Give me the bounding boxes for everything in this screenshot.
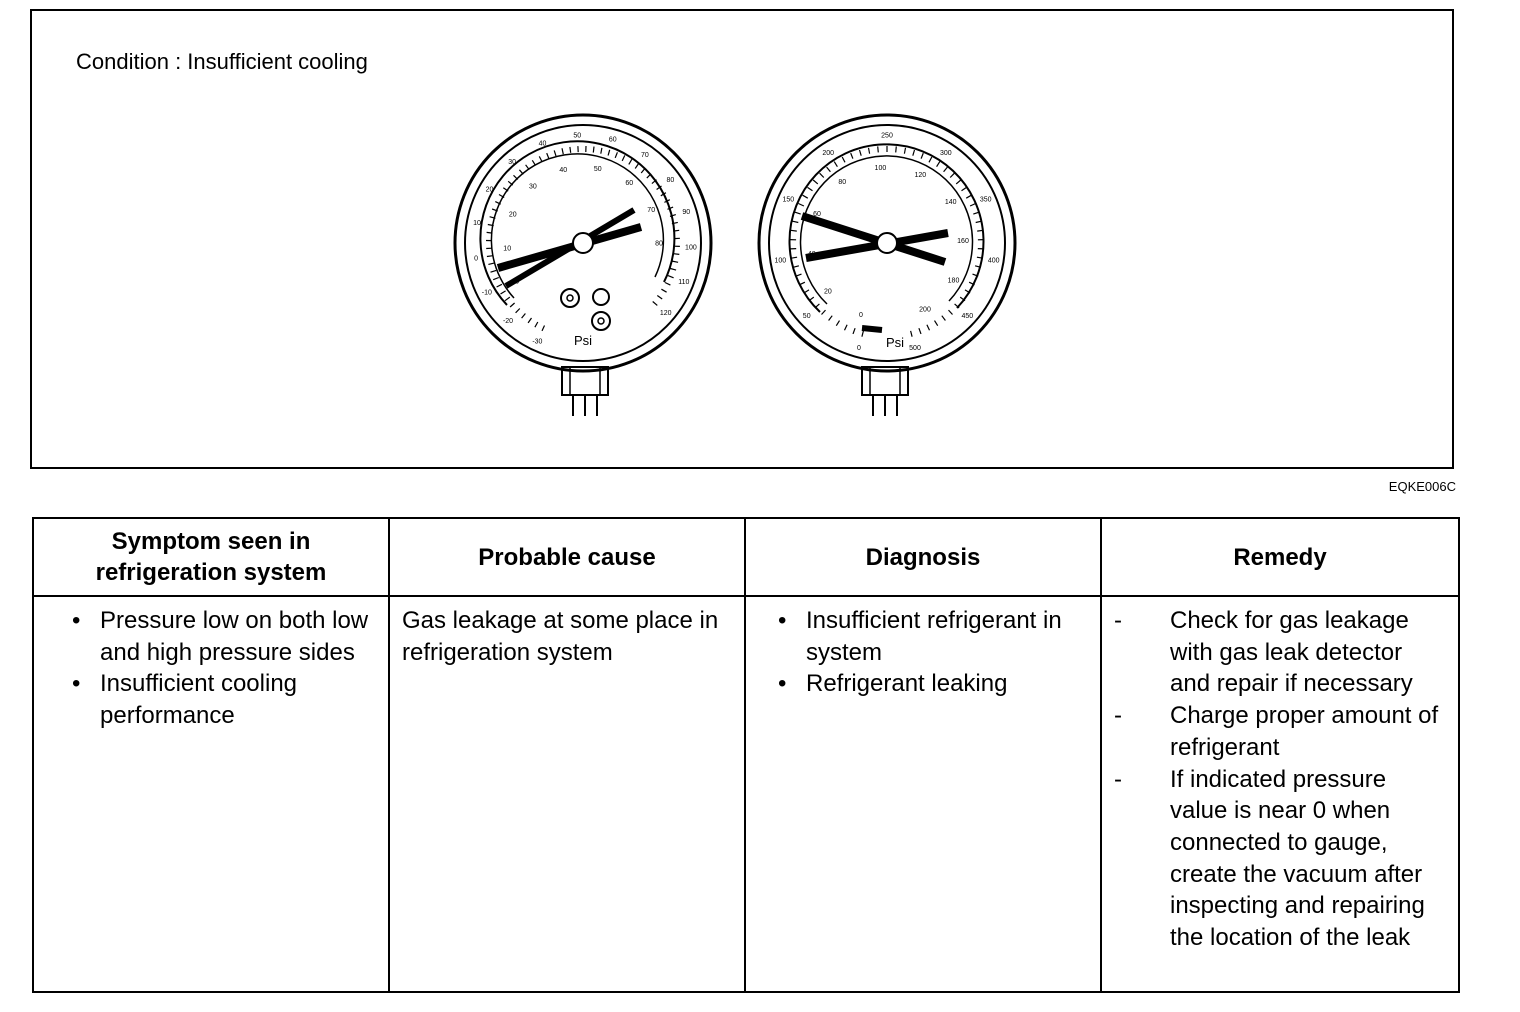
scale-tick (547, 153, 549, 159)
high-outer-scale-label: 500 (909, 344, 921, 352)
symptom-item: • Insufficient cooling performance (46, 668, 376, 731)
low-outer-scale-label: 70 (641, 152, 649, 159)
low-inner-scale-label: 70 (647, 206, 656, 214)
low-outer-scale-label: -20 (502, 318, 514, 326)
low-inner-scale-label: 10 (503, 245, 512, 253)
high-inner-scale-label: 20 (824, 288, 832, 296)
scale-tick (653, 302, 658, 306)
scale-tick (822, 310, 826, 314)
scale-tick (853, 328, 855, 334)
scale-tick (673, 254, 679, 255)
header-cause: Probable cause (389, 518, 745, 596)
scale-tick (911, 331, 913, 337)
high-outer-scale-label: 200 (822, 149, 835, 157)
scale-tick (615, 152, 617, 158)
low-outer-scale-label: 10 (473, 219, 481, 227)
scale-tick (798, 204, 804, 207)
scale-tick (672, 261, 678, 262)
high-inner-scale-label: 200 (919, 306, 931, 314)
scale-tick (808, 187, 813, 190)
scale-tick (493, 278, 499, 280)
high-inner-scale-label: 40 (807, 251, 816, 259)
high-outer-scale-label: 150 (782, 196, 795, 204)
scale-tick (528, 318, 531, 323)
scale-tick (804, 290, 809, 293)
scale-tick (535, 322, 538, 327)
scale-tick (532, 160, 535, 165)
high-inner-scale-label: 160 (957, 237, 969, 245)
high-outer-scale-label: 350 (979, 196, 992, 204)
scale-tick (488, 263, 494, 264)
low-gauge-unit: Psi (573, 333, 593, 348)
high-outer-scale-label: 100 (774, 257, 787, 265)
scale-tick (796, 274, 802, 276)
scale-tick (791, 230, 797, 231)
condition-label: Condition : Insufficient cooling (76, 49, 368, 74)
scale-tick (510, 303, 514, 307)
low-inner-scale-label: 20 (508, 211, 517, 219)
scale-tick (862, 331, 864, 337)
scale-tick (647, 174, 651, 178)
scale-tick (878, 146, 879, 152)
low-outer-scale-label: 50 (573, 132, 582, 140)
scale-tick (962, 187, 967, 190)
scale-tick (815, 304, 820, 308)
low-outer-scale-label: 30 (508, 159, 516, 166)
scale-tick (793, 221, 799, 222)
scale-tick (629, 159, 632, 164)
scale-tick (622, 155, 625, 161)
remedy-item: - Check for gas leakage with gas leak detector and repair if necessary (1114, 605, 1446, 700)
scale-tick (803, 195, 808, 198)
scale-tick (641, 168, 645, 173)
scale-tick (836, 321, 839, 326)
scale-tick (539, 156, 542, 161)
figure-code: EQKE006C (1388, 479, 1456, 494)
low-outer-scale-label: 60 (608, 136, 617, 144)
high-inner-scale-label: 0 (859, 311, 863, 319)
scale-tick (904, 148, 905, 154)
scale-tick (791, 257, 797, 258)
scale-tick (593, 147, 594, 153)
low-inner-scale-label: 0 (515, 278, 520, 286)
scale-tick (497, 284, 502, 287)
low-outer-scale-label: 80 (666, 177, 675, 184)
low-inner-scale-label: 30 (529, 183, 537, 191)
scale-tick (542, 326, 545, 331)
scale-tick (927, 325, 930, 330)
high-outer-scale-label: 250 (881, 132, 893, 140)
scale-tick (949, 310, 953, 314)
high-inner-scale-label: 120 (914, 172, 927, 180)
scale-tick (657, 296, 662, 300)
header-diagnosis: Diagnosis (745, 518, 1101, 596)
high-inner-scale-label: 80 (838, 179, 847, 186)
scale-tick (827, 167, 831, 172)
remedy-cell (1101, 596, 1459, 992)
scale-tick (860, 150, 862, 156)
scale-tick (869, 148, 870, 154)
scale-tick (608, 150, 610, 156)
remedy-item: - If indicated pressure value is near 0 when connected to gauge, create the vacuum after inspecting and repairing the location of the leak (1114, 764, 1446, 954)
scale-tick (487, 232, 493, 233)
scale-tick (601, 148, 602, 154)
scale-tick (935, 321, 938, 326)
high-outer-scale-label: 450 (961, 312, 974, 320)
scale-tick (522, 314, 526, 319)
scale-tick (795, 212, 801, 214)
scale-tick (501, 291, 506, 294)
diagnosis-cell (745, 596, 1101, 992)
scale-tick (973, 212, 979, 214)
low-inner-scale-label: 50 (593, 166, 602, 173)
scale-tick (944, 167, 948, 172)
high-gauge-unit: Psi (885, 335, 905, 350)
scale-tick (562, 148, 563, 154)
low-outer-scale-label: 20 (485, 186, 494, 194)
high-inner-scale-label: 140 (944, 199, 957, 207)
scale-tick (851, 153, 853, 159)
scale-tick (970, 204, 976, 207)
low-inner-scale-label: 40 (559, 167, 568, 175)
scale-tick (570, 147, 571, 153)
remedy-item: - Charge proper amount of refrigerant (1114, 700, 1446, 763)
scale-tick (635, 164, 638, 169)
high-outer-scale-label: 50 (802, 312, 811, 320)
high-outer-scale-label: 0 (857, 344, 861, 352)
low-outer-scale-label: 40 (538, 140, 547, 148)
scale-tick (834, 162, 837, 167)
scale-tick (829, 316, 833, 321)
low-outer-scale-label: 110 (678, 279, 690, 287)
low-outer-scale-label: 100 (685, 244, 697, 252)
scale-tick (487, 256, 493, 257)
low-outer-scale-label: 90 (682, 208, 691, 216)
low-outer-scale-label: -30 (532, 338, 543, 346)
high-outer-scale-label: 400 (987, 257, 1000, 265)
scale-tick (919, 328, 921, 334)
scale-tick (929, 157, 932, 162)
low-pressure-gauge (455, 115, 711, 416)
scale-tick (670, 269, 676, 271)
scale-tick (516, 309, 520, 313)
scale-tick (937, 162, 940, 167)
low-outer-scale-label: -10 (481, 289, 492, 297)
high-inner-scale-label: 180 (947, 277, 960, 285)
scale-tick (950, 173, 954, 177)
table-row (33, 596, 1459, 992)
scale-tick (977, 230, 983, 231)
scale-tick (842, 157, 845, 162)
scale-tick (809, 297, 814, 301)
scale-tick (966, 195, 971, 198)
scale-tick (820, 173, 824, 177)
table-header-row (33, 518, 1459, 596)
scale-tick (813, 180, 818, 184)
symptom-cell (33, 596, 389, 992)
header-symptom: Symptom seen in refrigeration system (33, 518, 389, 596)
scale-tick (491, 270, 497, 272)
scale-tick (668, 276, 674, 278)
scale-tick (913, 150, 915, 156)
header-remedy: Remedy (1101, 518, 1459, 596)
scale-tick (554, 150, 556, 156)
scale-tick (673, 230, 679, 231)
symptom-item: • Pressure low on both low and high pressure sides (46, 605, 376, 668)
scale-tick (956, 180, 961, 184)
high-inner-scale-label: 100 (874, 164, 887, 172)
scale-tick (514, 175, 518, 179)
scale-tick (921, 153, 923, 159)
scale-tick (845, 325, 848, 330)
low-inner-scale-label: 60 (625, 180, 634, 188)
scale-tick (896, 146, 897, 152)
high-outer-scale-label: 300 (939, 149, 952, 157)
diagnosis-item: • Insufficient refrigerant in system (758, 605, 1088, 668)
gauge-illustration (0, 0, 1520, 480)
scale-tick (665, 283, 670, 286)
low-inner-scale-label: 80 (655, 240, 663, 248)
high-inner-scale-label: 60 (813, 210, 821, 218)
low-outer-scale-label: 0 (474, 255, 479, 263)
scale-tick (942, 316, 946, 321)
low-outer-scale-label: 120 (659, 309, 672, 317)
diagnosis-item: • Refrigerant leaking (758, 668, 1088, 700)
scale-tick (505, 297, 510, 301)
scale-tick (793, 266, 799, 268)
scale-tick (661, 289, 666, 292)
high-pressure-gauge (759, 115, 1015, 416)
cause-cell: Gas leakage at some place in refrigeration system (389, 596, 745, 992)
diagnosis-table (32, 517, 1460, 993)
